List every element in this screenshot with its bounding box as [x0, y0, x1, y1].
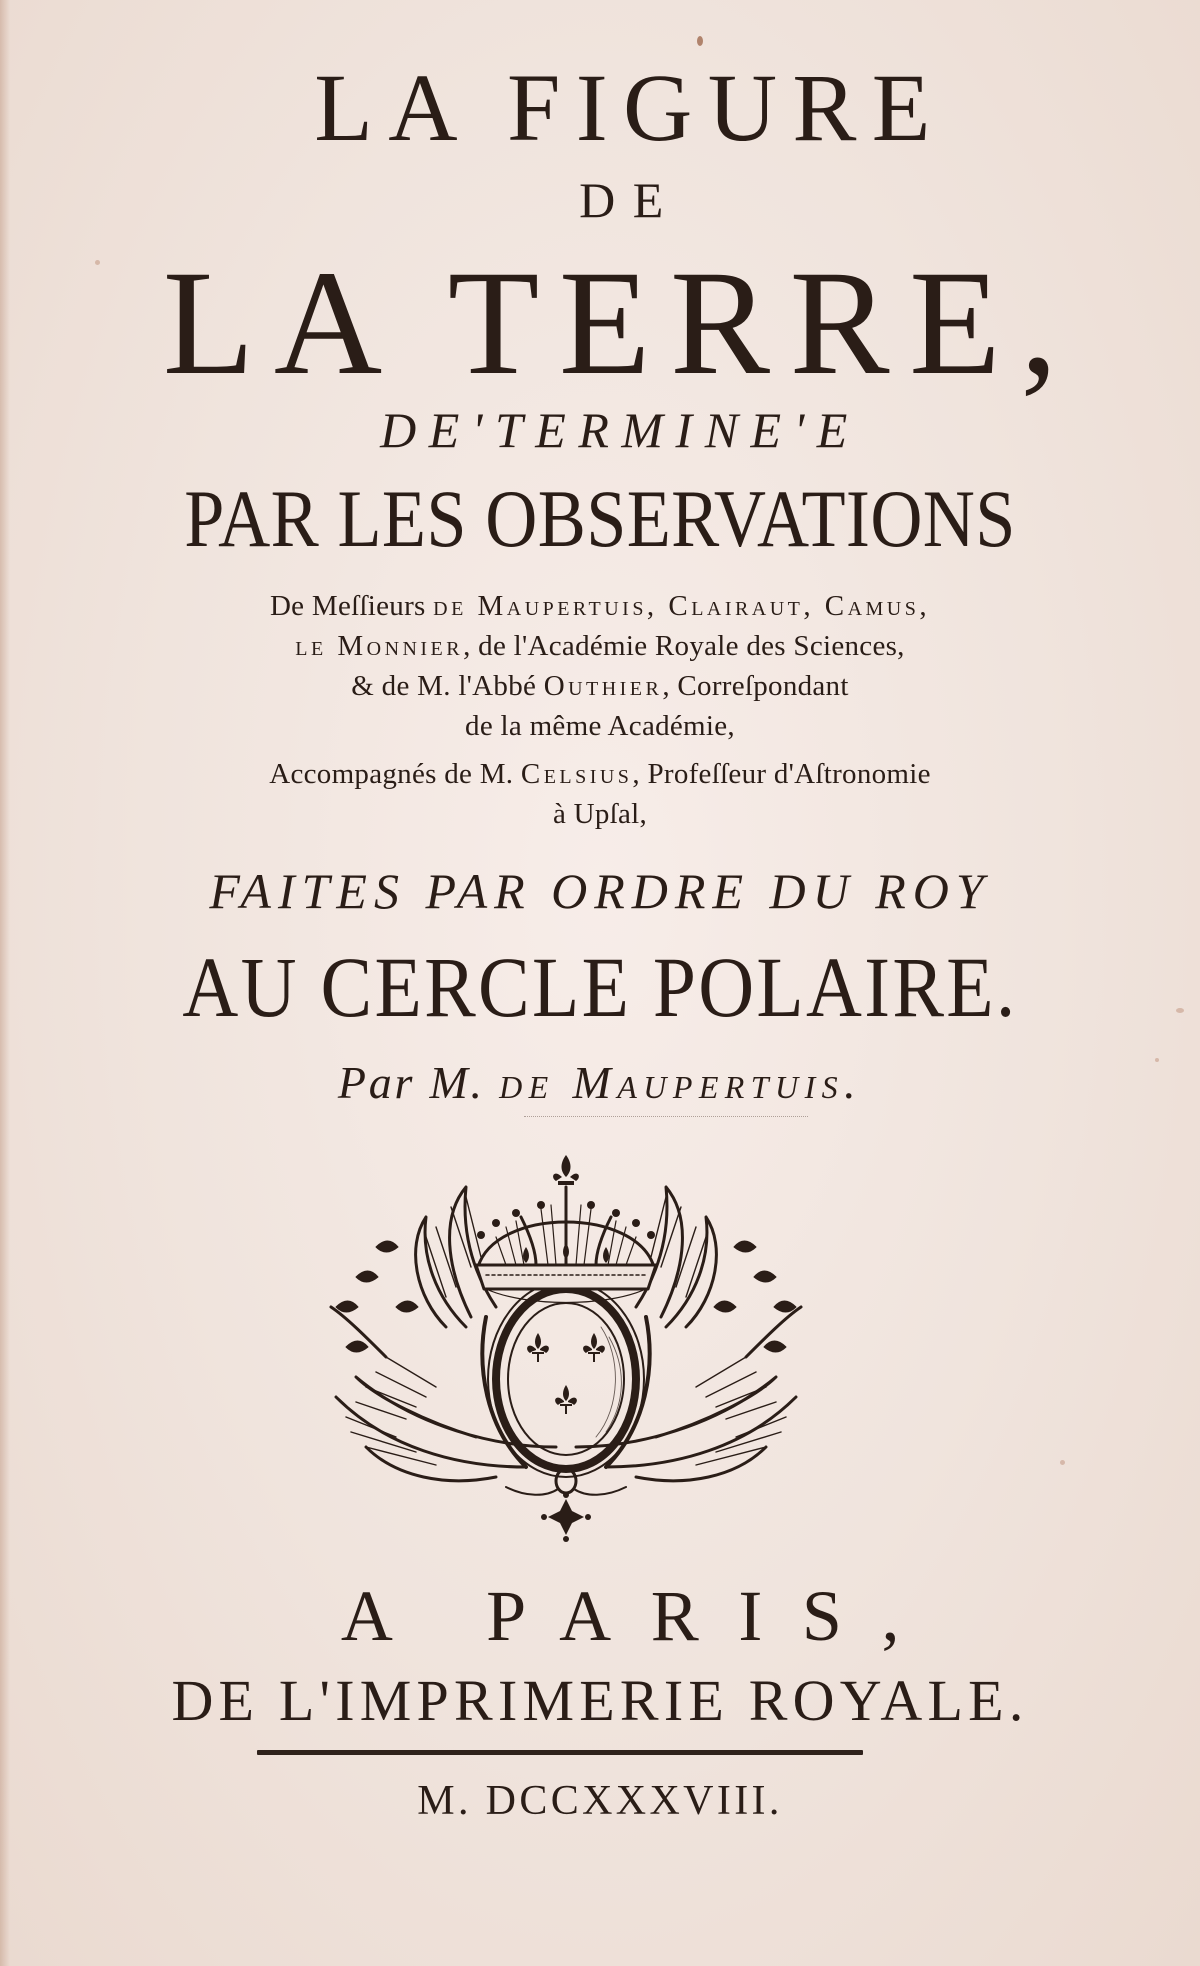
- observer-name-celsius: Celsius: [520, 758, 633, 790]
- observations-heading: PAR LES OBSERVATIONS: [184, 473, 1016, 564]
- imprint-printer: DE L'IMPRIMERIE ROYALE.: [171, 1668, 1029, 1733]
- accompagnes-prefix: Accompagnés de M.: [269, 758, 521, 790]
- imprint-city: A PARIS,: [340, 1576, 940, 1656]
- author-name: de Maupertuis.: [499, 1057, 863, 1108]
- observers-line-2: [0, 632, 1200, 661]
- observers-line-1: [0, 592, 1200, 621]
- academy-text: , de l'Académie Royale des Sciences,: [463, 630, 905, 662]
- abbe-prefix: & de M. l'Abbé: [351, 670, 544, 702]
- title-line-1: LA FIGURE: [314, 54, 946, 161]
- subtitle-determinee: DE'TERMINE'E: [380, 402, 860, 458]
- observers-line-4: de la même Académie,: [465, 710, 735, 742]
- author-line: [0, 1057, 1200, 1108]
- observer-name-le-monnier: le Monnier: [295, 630, 464, 662]
- foxing-spot: [1176, 1008, 1184, 1013]
- title-line-2: DE: [579, 172, 681, 228]
- observers-names: de Maupertuis, Clairaut, Camus,: [433, 590, 931, 622]
- imprint-year: M. DCCXXXVIII.: [417, 1778, 783, 1824]
- imprint-rule: [257, 1750, 863, 1755]
- observers-line-5: [0, 760, 1200, 789]
- author-prefix: Par M.: [337, 1057, 500, 1108]
- observer-name-outhier: Outhier: [543, 670, 663, 702]
- observers-line-6: à Upſal,: [552, 798, 648, 830]
- observers-line-3: [0, 672, 1200, 701]
- professeur-text: , Profeſſeur d'Aſtronomie: [632, 758, 931, 790]
- correspondant-text: , Correſpondant: [662, 670, 849, 702]
- foxing-spot: [697, 36, 703, 46]
- foxing-spot: [1060, 1460, 1065, 1465]
- observers-prefix: De Meſſieurs: [269, 590, 434, 622]
- royal-arms-crown-fleur-de-lis-icon: [326, 1147, 806, 1545]
- faint-rule: [524, 1116, 808, 1117]
- by-order-of-king: FAITES PAR ORDRE DU ROY: [209, 863, 991, 919]
- title-line-3: LA TERRE,: [162, 240, 1078, 406]
- location-heading: AU CERCLE POLAIRE.: [182, 939, 1018, 1035]
